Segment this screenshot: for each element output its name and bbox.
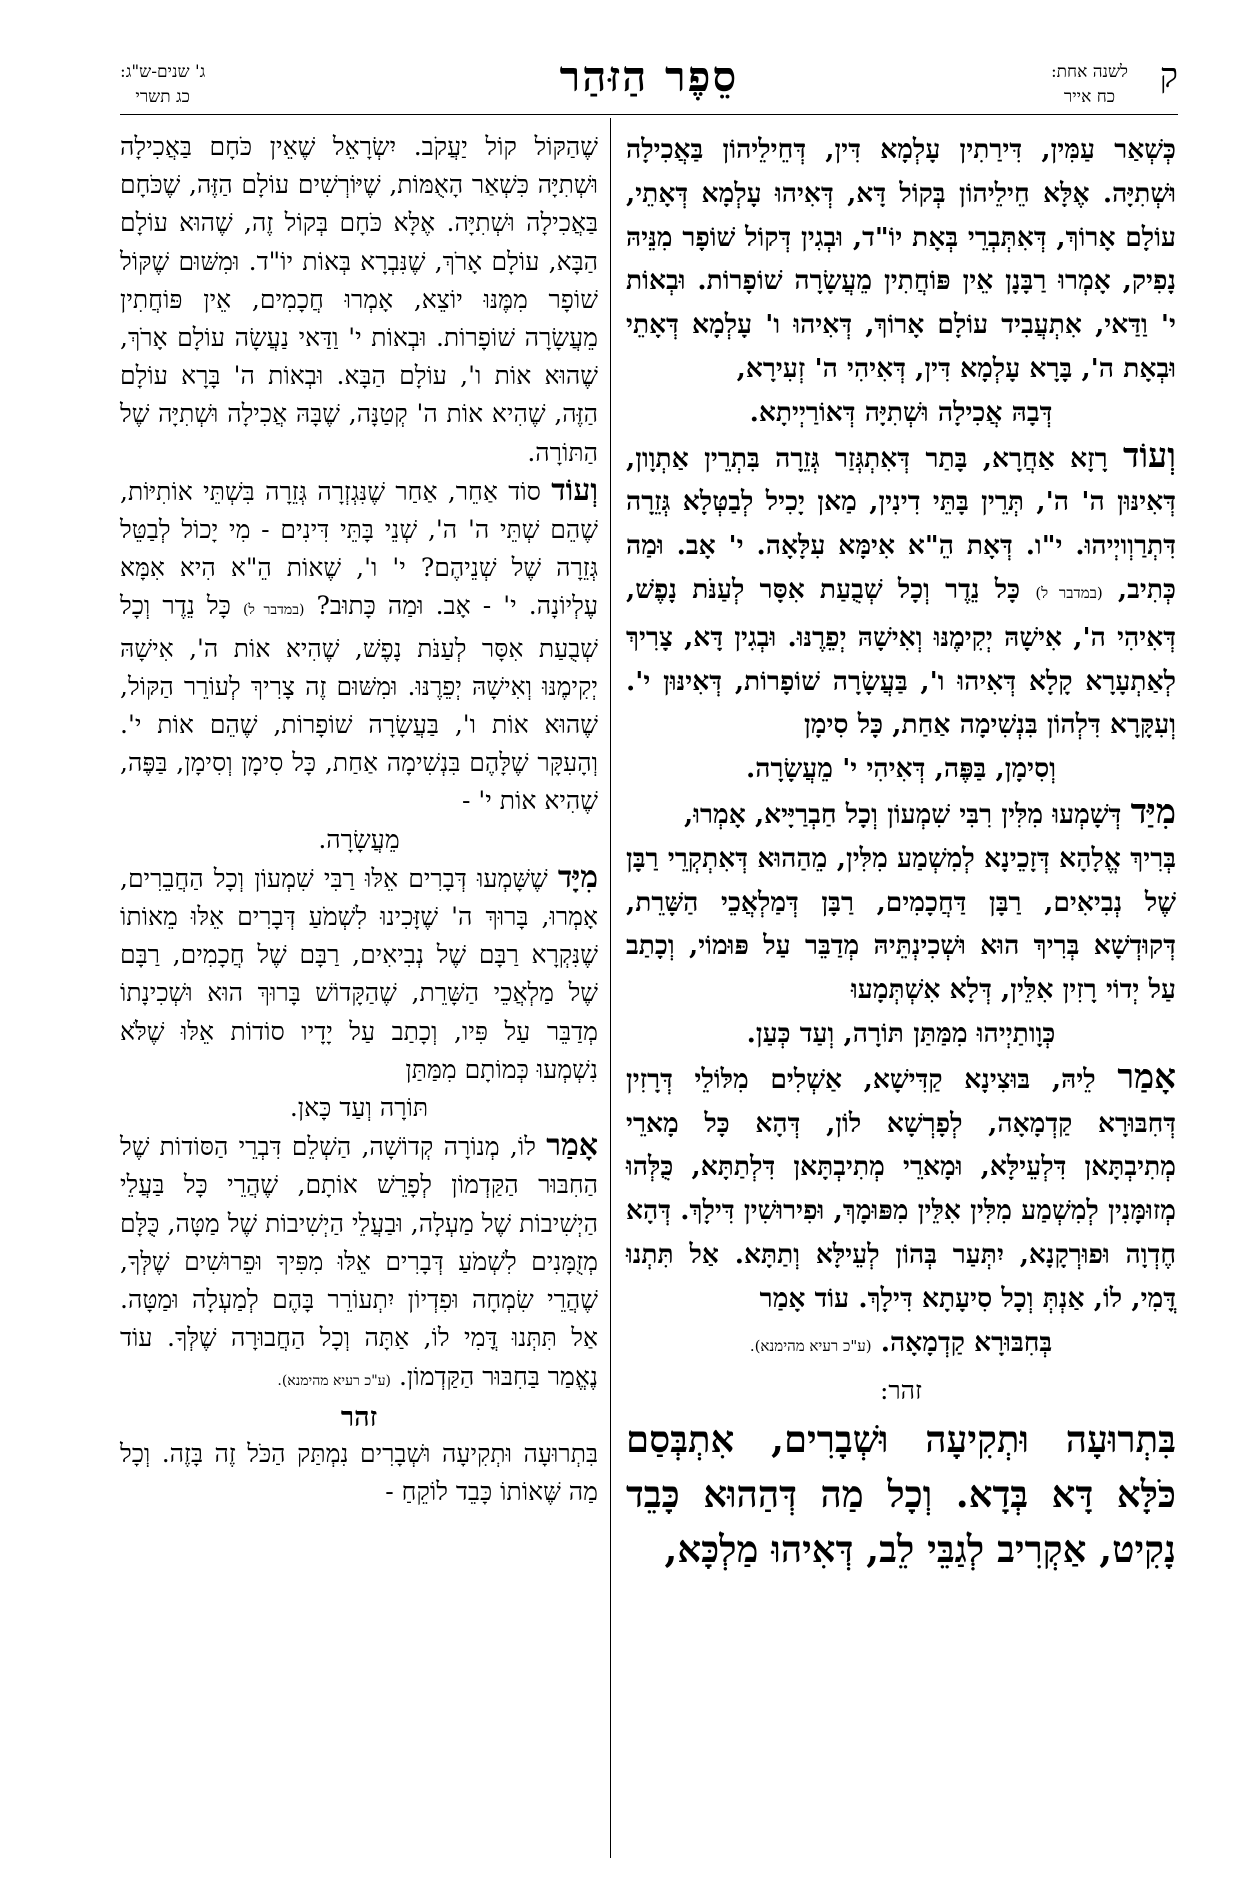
aramaic-paragraph-3b: בְּרִיךְ אֱלָהָא דְּזָכֵינָא לְמִשְׁמַע מִלִּין, מֵהַהוּא דְּאִתְקְרֵי רַבָּן שֶׁל נְבִיאִים, רַבָּן דַּחֲכָמִים, רַבָּן דְּמַלְאֲכֵי הַשָּׁרֵת, דְּקוּדְשָׁא בְּרִיךְ הוּא וּשְׁכִינְתֵּיהּ מְדַבֵּר עַל פּוּמוֹי, וְכָתַב עַל יְדוֹי רָזִין אִלֵּין, דְּלָא אִשְׁתְּמָעוּ bbox=[626, 842, 1176, 1006]
aramaic-paragraph-4-lead: אָמַר bbox=[1117, 1056, 1176, 1097]
hebrew-paragraph-2-lead: וְעוֹד bbox=[551, 472, 598, 508]
aramaic-paragraph-2-text-b: כָּל נֵדֶר וְכָל שְׁבֻעַת אִסָּר לְעַנֹּת נָפֶשׁ, דְּאִיהִי ה', אִישָׁהּ יְקִימֶנּוּ וְאִישָׁהּ יְפֵרֶנּוּ. וּבְגִין דָּא, צָרִיךְ לְאַתְעָרָא קָלָא דְּאִיהוּ ו', בַּעֲשָׂרָה שׁוֹפָרוֹת, דְּאִינּוּן י'. וְעִקָּרָא דִּלְהוֹן בִּנְשִׁימָה אַחַת, כָּל סִימָן bbox=[626, 573, 1176, 741]
zohar-section-label: זהר bbox=[340, 1401, 378, 1433]
aramaic-paragraph-4-text: לֵיהּ, בּוּצִינָא קַדִּישָׁא, אַשְׁלִים מִלּוֹלֵי דְּרָזִין דְּחִבּוּרָא קַדְמָאָה, לְפָרְשָׁא לוֹן, דְּהָא כָּל מָארֵי מְתִיבְתָּאן דִּלְעֵילָּא, וּמָארֵי מְתִיבְתָּאן דִּלְתַתָּא, כֻּלְּהוּ מְזוּמָּנִין לְמִשְׁמַע מִלִּין אִלֵּין מִפּוּמָךְ, וּפִירוּשִׁין דִּילָךְ. דְּהָא חֶדְוָה וּפוּרְקָנָא, יִתְּעַר בְּהוֹן לְעֵילָּא וְתַתָּא. אַל תִּתְנוּ דֳּמִי, לוֹ, אַנְתְּ וְכָל סִיעָתָא דִּילָךְ. עוֹד אָמַר bbox=[626, 1063, 1176, 1314]
zohar-opening-text: בִּתְרוּעָה וּתְקִיעָה וּשְׁבָרִים, אִתְבְּסַם כֹּלָּא דָּא בְּדָא. וְכָל מַה דְּהַהוּא כָּבֵד נָקִיט, אַקְרִיב לְגַבֵּי לֵב, דְּאִיהוּ מַלְכָּא, bbox=[626, 1417, 1176, 1572]
aramaic-paragraph-1: כְּשְׁאַר עַמִּין, דִּירַתִין עָלְמָא דִּין, דְּחֵילֵיהוֹן בַּאֲכִילָה וּשְׁתִיָּה. אֶלָּא חֵילֵיהוֹן בְּקוֹל דָּא, דְּאִיהוּ עָלְמָא דְּאָתֵי, עוֹלָם אָרוֹךְ, דְּאִתְּבְרֵי בְּאָת יוֹ"ד, וּבְגִין דְּקוֹל שׁוֹפָר מִנֵּיהּ נָפִיק, אָמְרוּ רַבָּנָן אֵין פּוֹחֲתִין מֵעֲשָׂרָה שׁוֹפָרוֹת. וּבְאוֹת י' וַדַּאי, אִתְעֲבִיד עוֹלָם אָרוֹךְ, דְּאִיהוּ ו' עָלְמָא דְּאָתֵי וּבְאָת ה', בָּרָא עָלְמָא דִּין, דְּאִיהִי ה' זְעִירָא, bbox=[626, 134, 1176, 384]
source-reference: (במדבר ל) bbox=[1035, 583, 1103, 602]
source-reference: (ע"כ רעיא מהימנא). bbox=[749, 1336, 872, 1355]
hebrew-paragraph-2 bbox=[120, 472, 598, 821]
aramaic-paragraph-2 bbox=[626, 435, 1176, 748]
column-divider bbox=[610, 118, 611, 1858]
hebrew-paragraph-2-end: מֵעֲשָׂרָה. bbox=[318, 824, 400, 854]
hebrew-paragraph-1: שֶׁהַקּוֹל קוֹל יַעֲקֹב. יִשְׂרָאֵל שֶׁאֵין כֹּחָם בַּאֲכִילָה וּשְׁתִיָּה כִּשְׁאַר הָאֻמּוֹת, שֶׁיּוֹרְשִׁים עוֹלָם הַזֶּה, שֶׁכֹּחָם בַּאֲכִילָה וּשְׁתִיָּה. אֶלָּא כֹּחָם בְּקוֹל זֶה, שֶׁהוּא עוֹלָם הַבָּא, עוֹלָם אָרֹךְ, שֶׁנִּבְרָא בְּאוֹת יוֹ"ד. וּמִשּׁוּם שֶׁקּוֹל שׁוֹפָר מִמֶּנּוּ יוֹצֵא, אָמְרוּ חֲכָמִים, אֵין פּוֹחֲתִין מֵעֲשָׂרָה שׁוֹפָרוֹת. וּבְאוֹת י' וַדַּאי נַעֲשָׂה עוֹלָם אָרֹךְ, שֶׁהוּא אוֹת ו', עוֹלָם הַבָּא. וּבְאוֹת ה' בָּרָא עוֹלָם הַזֶּה, שֶׁהִיא אוֹת ה' קְטַנָּה, שֶׁבָּהּ אֲכִילָה וּשְׁתִיָּה שֶׁל הַתּוֹרָה. bbox=[120, 132, 598, 467]
aramaic-paragraph-3-lead: מִיַּד bbox=[1130, 791, 1176, 832]
hebrew-paragraph-3-lead: מִיָּד bbox=[557, 859, 598, 895]
schedule-left bbox=[120, 60, 205, 110]
aramaic-paragraph-4-end bbox=[626, 1321, 1176, 1369]
hebrew-column bbox=[120, 128, 598, 1858]
aramaic-paragraph-4-end-text: בְּחִבּוּרָא קַדְמָאָה. bbox=[880, 1326, 1053, 1358]
zohar-translation-text: בִּתְרוּעָה וּתְקִיעָה וּשְׁבָרִים נִמְתַּק הַכֹּל זֶה בָּזֶה. וְכָל מַה שֶּׁאוֹתוֹ כָּבֵד לוֹקֵחַ - bbox=[120, 1438, 598, 1506]
aramaic-paragraph-4 bbox=[626, 1056, 1176, 1321]
hebrew-paragraph-3-end: תּוֹרָה וְעַד כָּאן. bbox=[289, 1093, 429, 1123]
hebrew-paragraph-3 bbox=[120, 859, 598, 1089]
hebrew-paragraph-2-text-b: כָּל נֵדֶר וְכָל שְׁבֻעַת אִסָּר לְעַנֹּת נָפֶשׁ, שֶׁהִיא אוֹת ה', אִישָׁהּ יְקִימֶנּוּ וְאִישָׁהּ יְפֵרֶנּוּ. וּמִשּׁוּם זֶה צָרִיךְ לְעוֹרֵר הַקּוֹל, שֶׁהוּא אוֹת ו', בַּעֲשָׂרָה שׁוֹפָרוֹת, שֶׁהֵם אוֹת י'. וְהָעִקָּר שֶׁלָּהֶם בִּנְשִׁימָה אַחַת, כָּל סִימָן וְסִימָן, בַּפֶּה, שֶׁהִיא אוֹת י' - bbox=[120, 591, 598, 816]
schedule-left-line1: ג' שנים-ש"ג: bbox=[120, 62, 206, 82]
aramaic-paragraph-3-text: דְּשָׁמְעוּ מִלִּין רִבִּי שִׁמְעוֹן וְכָל חַבְרַיָּיא, אָמְרוּ, bbox=[683, 798, 1131, 830]
hebrew-paragraph-2-text: סוֹד אַחֵר, אַחַר שֶׁנִּגְזְרָה גְּזֵרָה בִּשְׁתֵּי אוֹתִיּוֹת, שֶׁהֵם שְׁתֵּי ה' ה', שְׁנֵי בָּתֵּי דִּינִים - מִי יָכוֹל לְבַטֵּל גְּזֵרָה שֶׁל שְׁנֵיהֶם? י' ו', שֶׁאוֹת הֵ"א הִיא אִמָּא עֶלְיוֹנָה. י' - אָב. וּמַה כָּתוּב? bbox=[120, 476, 599, 621]
hebrew-paragraph-4 bbox=[120, 1127, 598, 1399]
schedule-left-line2: כג תשרי bbox=[135, 87, 190, 107]
schedule-right bbox=[1051, 60, 1128, 110]
hebrew-paragraph-4-lead: אָמַר bbox=[546, 1128, 598, 1164]
aramaic-paragraph-2-end: וְסִימָן, בַּפֶּה, דְּאִיהִי י' מֵעֲשָׂרָה. bbox=[746, 753, 1056, 785]
aramaic-paragraph-3 bbox=[626, 791, 1176, 837]
source-reference: (במדבר ל) bbox=[242, 602, 305, 619]
schedule-right-line1: לשנה אחת: bbox=[1050, 62, 1128, 82]
page-header bbox=[120, 52, 1178, 110]
aramaic-paragraph-3-end: כְּוָותַיְיהוּ מִמַּתַּן תּוֹרָה, וְעַד כְּעַן. bbox=[746, 1017, 1056, 1049]
header-rule bbox=[120, 114, 1178, 115]
book-title: סֵפֶר הַזּהַר bbox=[559, 52, 739, 101]
schedule-right-line2: כח אייר bbox=[1063, 87, 1116, 107]
aramaic-paragraph-2-lead: וְעוֹד bbox=[1123, 435, 1176, 476]
aramaic-paragraph-2-text: רָזָא אַחֲרָא, בָּתַר דְּאִתְגְּזַר גְּזֵרָה בִּתְרֵין אַתְוָון, דְּאִינּוּן ה' ה', תְּרֵין בָּתֵּי דִינִין, מַאן יָכִיל לְבַטְּלָא גְּזֵרָה דִּתְרַוְויְיהוּ. י"ו. דְּאָת הֵ"א אִימָּא עִלָּאָה. י' אָב. וּמַה כְּתִיב, bbox=[626, 442, 1176, 605]
aramaic-column bbox=[626, 128, 1176, 1858]
hebrew-paragraph-3-text: שֶׁשָּׁמְעוּ דְּבָרִים אֵלּוּ רַבִּי שִׁמְעוֹן וְכָל הַחֲבֵרִים, אָמְרוּ, בָּרוּךְ ה' שֶׁזָּכִינוּ לִשְׁמֹעַ דְּבָרִים אֵלּוּ מֵאוֹתוֹ שֶׁנִּקְרָא רַבָּם שֶׁל נְבִיאִים, רַבָּם שֶׁל חֲכָמִים, רַבָּם שֶׁל מַלְאֲכֵי הַשָּׁרֵת, שֶׁהַקָּדוֹשׁ בָּרוּךְ הוּא וּשְׁכִינָתוֹ מְדַבֵּר עַל פִּיו, וְכָתַב עַל יָדָיו סוֹדוֹת אֵלּוּ שֶׁלֹּא נִשְׁמְעוּ כְּמוֹתָם מִמַּתַּן bbox=[120, 863, 598, 1084]
source-reference: (ע"כ רעיא מהימנא). bbox=[277, 1372, 392, 1389]
aramaic-paragraph-1-end: דְּבָהּ אֲכִילָה וּשְׁתִיָּה דְּאוֹרַיְיתָא. bbox=[749, 396, 1053, 428]
page-number: ק bbox=[1159, 56, 1178, 96]
zohar-section-label: זהר: bbox=[879, 1376, 923, 1406]
hebrew-paragraph-4-text: לוֹ, מְנוֹרָה קְדוֹשָׁה, הַשְׁלֵם דִּבְרֵי הַסּוֹדוֹת שֶׁל הַחִבּוּר הַקַּדְמוֹן לְפָרֵשׁ אוֹתָם, שֶׁהֲרֵי כָּל בַּעֲלֵי הַיְשִׁיבוֹת שֶׁל מַעְלָה, וּבַעֲלֵי הַיְשִׁיבוֹת שֶׁל מַטָּה, כֻּלָּם מְזֻמָּנִים לִשְׁמֹעַ דְּבָרִים אֵלּוּ מִפִּיךָ וּפֵרוּשִׁים שֶׁלְּךָ, שֶׁהֲרֵי שִׂמְחָה וּפִדְיוֹן יִתְעוֹרֵר בָּהֶם לְמַעְלָה וּמַטָּה. אַל תִּתְּנוּ דֳּמִי לוֹ, אַתָּה וְכָל הַחֲבוּרָה שֶׁלְּךָ. עוֹד נֶאֱמַר בַּחִבּוּר הַקַּדְמוֹן. bbox=[120, 1132, 598, 1391]
